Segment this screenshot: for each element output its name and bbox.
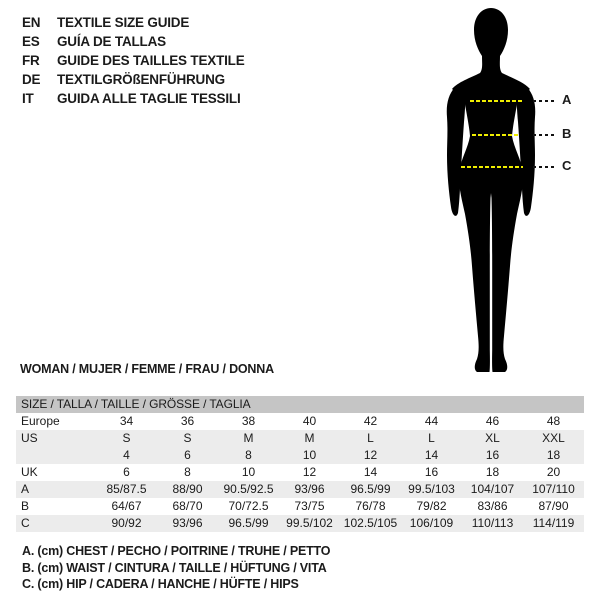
table-cell: 20 [546, 465, 561, 479]
row-label: A [21, 482, 30, 496]
table-cell: 18 [546, 448, 561, 462]
table-cell: 93/96 [172, 516, 203, 530]
hip-dash-black-icon [533, 166, 557, 168]
legend-waist: B. (cm) WAIST / CINTURA / TAILLE / HÜFTUNG / VITA [22, 560, 327, 575]
table-cell: L [367, 431, 374, 445]
table-cell: 8 [245, 448, 252, 462]
table-row [16, 430, 584, 447]
language-code: EN [22, 15, 41, 30]
hip-dash-yellow-icon [461, 166, 523, 168]
language-row [22, 70, 245, 89]
size-table-header: SIZE / TALLA / TAILLE / GRÖSSE / TAGLIA [16, 396, 584, 413]
chest-dash-yellow-icon [470, 100, 522, 102]
table-cell: 40 [302, 414, 317, 428]
table-cell: 76/78 [355, 499, 386, 513]
row-label [16, 447, 96, 464]
table-cell: 79/82 [416, 499, 447, 513]
table-cell: 6 [123, 465, 130, 479]
language-row [22, 13, 245, 32]
table-cell: 8 [184, 465, 191, 479]
language-code: ES [22, 34, 40, 49]
table-cell: XL [485, 431, 500, 445]
woman-silhouette-image [415, 0, 580, 380]
table-cell: 6 [184, 448, 191, 462]
language-code: FR [22, 53, 40, 68]
chest-dash-black-icon [533, 100, 557, 102]
table-cell: 96.5/99 [228, 516, 269, 530]
table-row [16, 413, 584, 430]
table-cell: 110/113 [471, 516, 514, 530]
language-code: IT [22, 91, 34, 106]
table-row [16, 447, 584, 464]
table-cell: 14 [363, 465, 378, 479]
table-cell: 70/72.5 [228, 499, 269, 513]
table-cell: S [122, 431, 131, 445]
table-row [16, 481, 584, 498]
table-cell: 12 [302, 465, 317, 479]
row-label: C [21, 516, 30, 530]
hip-label: C [562, 158, 572, 173]
hip-measure-line [416, 158, 586, 173]
waist-dash-black-icon [533, 134, 557, 136]
table-cell: 114/119 [532, 516, 575, 530]
table-cell: 90/92 [111, 516, 142, 530]
table-cell: 99.5/103 [408, 482, 455, 496]
table-cell: M [243, 431, 254, 445]
size-table-body [16, 413, 584, 532]
table-cell: 44 [424, 414, 439, 428]
language-row [22, 32, 245, 51]
guide-title: GUIDE DES TAILLES TEXTILE [57, 53, 245, 68]
table-cell: 90.5/92.5 [223, 482, 274, 496]
legend-hip: C. (cm) HIP / CADERA / HANCHE / HÜFTE / HIPS [22, 577, 299, 591]
measurement-legend [22, 543, 330, 593]
language-code: DE [22, 72, 41, 87]
table-cell: 106/109 [409, 516, 454, 530]
table-cell: 87/90 [538, 499, 569, 513]
chest-measure-line [416, 92, 586, 107]
guide-title: GUÍA DE TALLAS [57, 34, 166, 49]
table-cell: 18 [485, 465, 500, 479]
row-label: B [21, 499, 30, 513]
table-cell: 16 [485, 448, 500, 462]
table-cell: 107/110 [532, 482, 575, 496]
table-cell: 10 [302, 448, 317, 462]
waist-dash-yellow-icon [472, 134, 519, 136]
table-cell: 46 [485, 414, 500, 428]
table-cell: 12 [363, 448, 378, 462]
table-cell: 4 [123, 448, 130, 462]
table-cell: 83/86 [477, 499, 508, 513]
table-cell: 36 [180, 414, 195, 428]
gender-heading: WOMAN / MUJER / FEMME / FRAU / DONNA [20, 362, 274, 376]
table-cell: M [304, 431, 315, 445]
table-cell: L [428, 431, 435, 445]
table-cell: 102.5/105 [343, 516, 398, 530]
guide-title: TEXTILE SIZE GUIDE [57, 15, 190, 30]
row-label: UK [21, 465, 38, 479]
table-cell: 96.5/99 [350, 482, 391, 496]
table-cell: 48 [546, 414, 561, 428]
language-row [22, 89, 245, 108]
table-cell: XXL [542, 431, 565, 445]
language-row [22, 51, 245, 70]
row-label: Europe [21, 414, 60, 428]
table-cell: 73/75 [294, 499, 325, 513]
table-cell: 88/90 [172, 482, 203, 496]
legend-chest: A. (cm) CHEST / PECHO / POITRINE / TRUHE / PETTO [22, 544, 331, 558]
waist-label: B [562, 126, 572, 141]
table-cell: S [183, 431, 192, 445]
table-cell: 16 [424, 465, 439, 479]
table-row [16, 498, 584, 515]
guide-title: TEXTILGRÖßENFÜHRUNG [57, 72, 225, 87]
table-row [16, 464, 584, 481]
table-cell: 38 [241, 414, 256, 428]
table-cell: 34 [119, 414, 134, 428]
table-cell: 99.5/102 [286, 516, 333, 530]
language-title-block [22, 13, 245, 108]
table-cell: 85/87.5 [106, 482, 147, 496]
chest-label: A [562, 92, 572, 107]
table-cell: 68/70 [172, 499, 203, 513]
table-cell: 14 [424, 448, 439, 462]
table-cell: 93/96 [294, 482, 325, 496]
table-cell: 42 [363, 414, 378, 428]
guide-title: GUIDA ALLE TAGLIE TESSILI [57, 91, 241, 106]
table-cell: 104/107 [470, 482, 515, 496]
waist-measure-line [416, 126, 586, 141]
size-table [16, 396, 584, 532]
table-cell: 10 [241, 465, 256, 479]
table-row [16, 515, 584, 532]
row-label: US [21, 431, 38, 445]
table-cell: 64/67 [111, 499, 142, 513]
